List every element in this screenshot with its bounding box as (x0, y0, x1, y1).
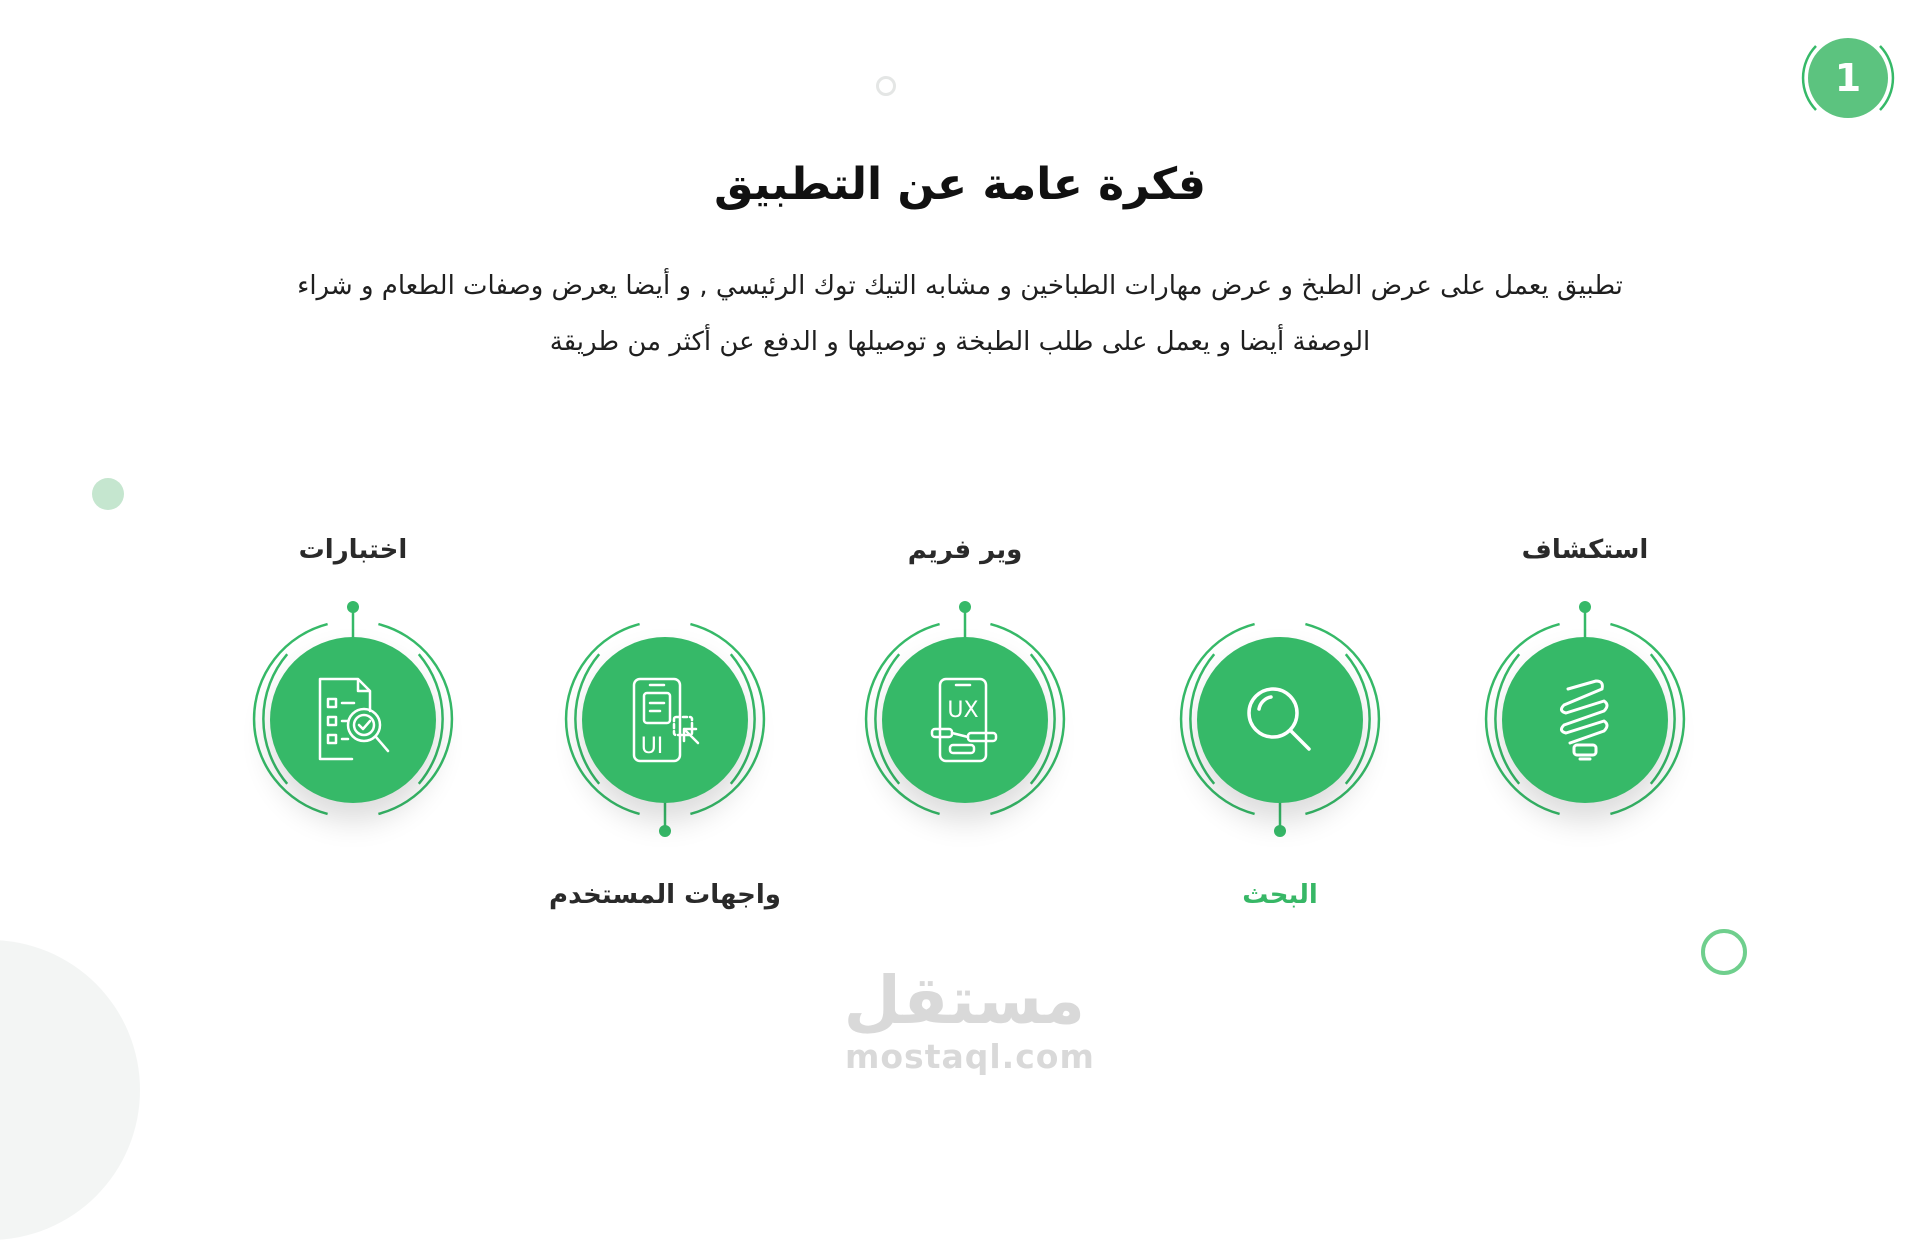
step-research (1160, 535, 1400, 995)
ux-phone-icon (920, 675, 1010, 765)
page-title: فكرة عامة عن التطبيق (714, 159, 1206, 210)
page-number: 1 (1834, 56, 1862, 100)
decorative-ring-small (876, 76, 896, 96)
search-icon (1235, 675, 1325, 765)
ui-phone-icon (620, 675, 710, 765)
description-line-1: تطبيق يعمل على عرض الطبخ و عرض مهارات الطباخين و مشابه التيك توك الرئيسي , و أيضا يعرض وصفات الطعام و شراء (297, 271, 1623, 301)
watermark-arabic: مستقل (843, 962, 1085, 1039)
description-line-2: الوصفة أيضا و يعمل على طلب الطبخة و توصيلها و الدفع عن أكثر من طريقة (549, 327, 1371, 357)
step-label: وير فريم (907, 535, 1023, 565)
decorative-ring-green (1701, 929, 1747, 975)
step-testing (233, 535, 473, 995)
step-wireframe (845, 535, 1085, 995)
ux-text: UX (947, 698, 979, 723)
description (200, 258, 1720, 370)
decorative-blob (0, 940, 140, 1240)
page-number-badge (1796, 26, 1900, 130)
step-explore (1465, 535, 1705, 995)
step-label: واجهات المستخدم (549, 880, 781, 910)
step-label: البحث (1242, 880, 1318, 910)
decorative-dot (92, 478, 124, 510)
step-label: اختبارات (298, 535, 408, 565)
watermark (843, 962, 1095, 1077)
step-label: استكشاف (1521, 535, 1649, 565)
ui-text: UI (640, 734, 664, 759)
lightbulb-icon (1540, 675, 1630, 765)
step-user-interfaces (545, 535, 785, 995)
test-document-icon (308, 675, 398, 765)
watermark-latin: mostaql.com (845, 1037, 1095, 1076)
